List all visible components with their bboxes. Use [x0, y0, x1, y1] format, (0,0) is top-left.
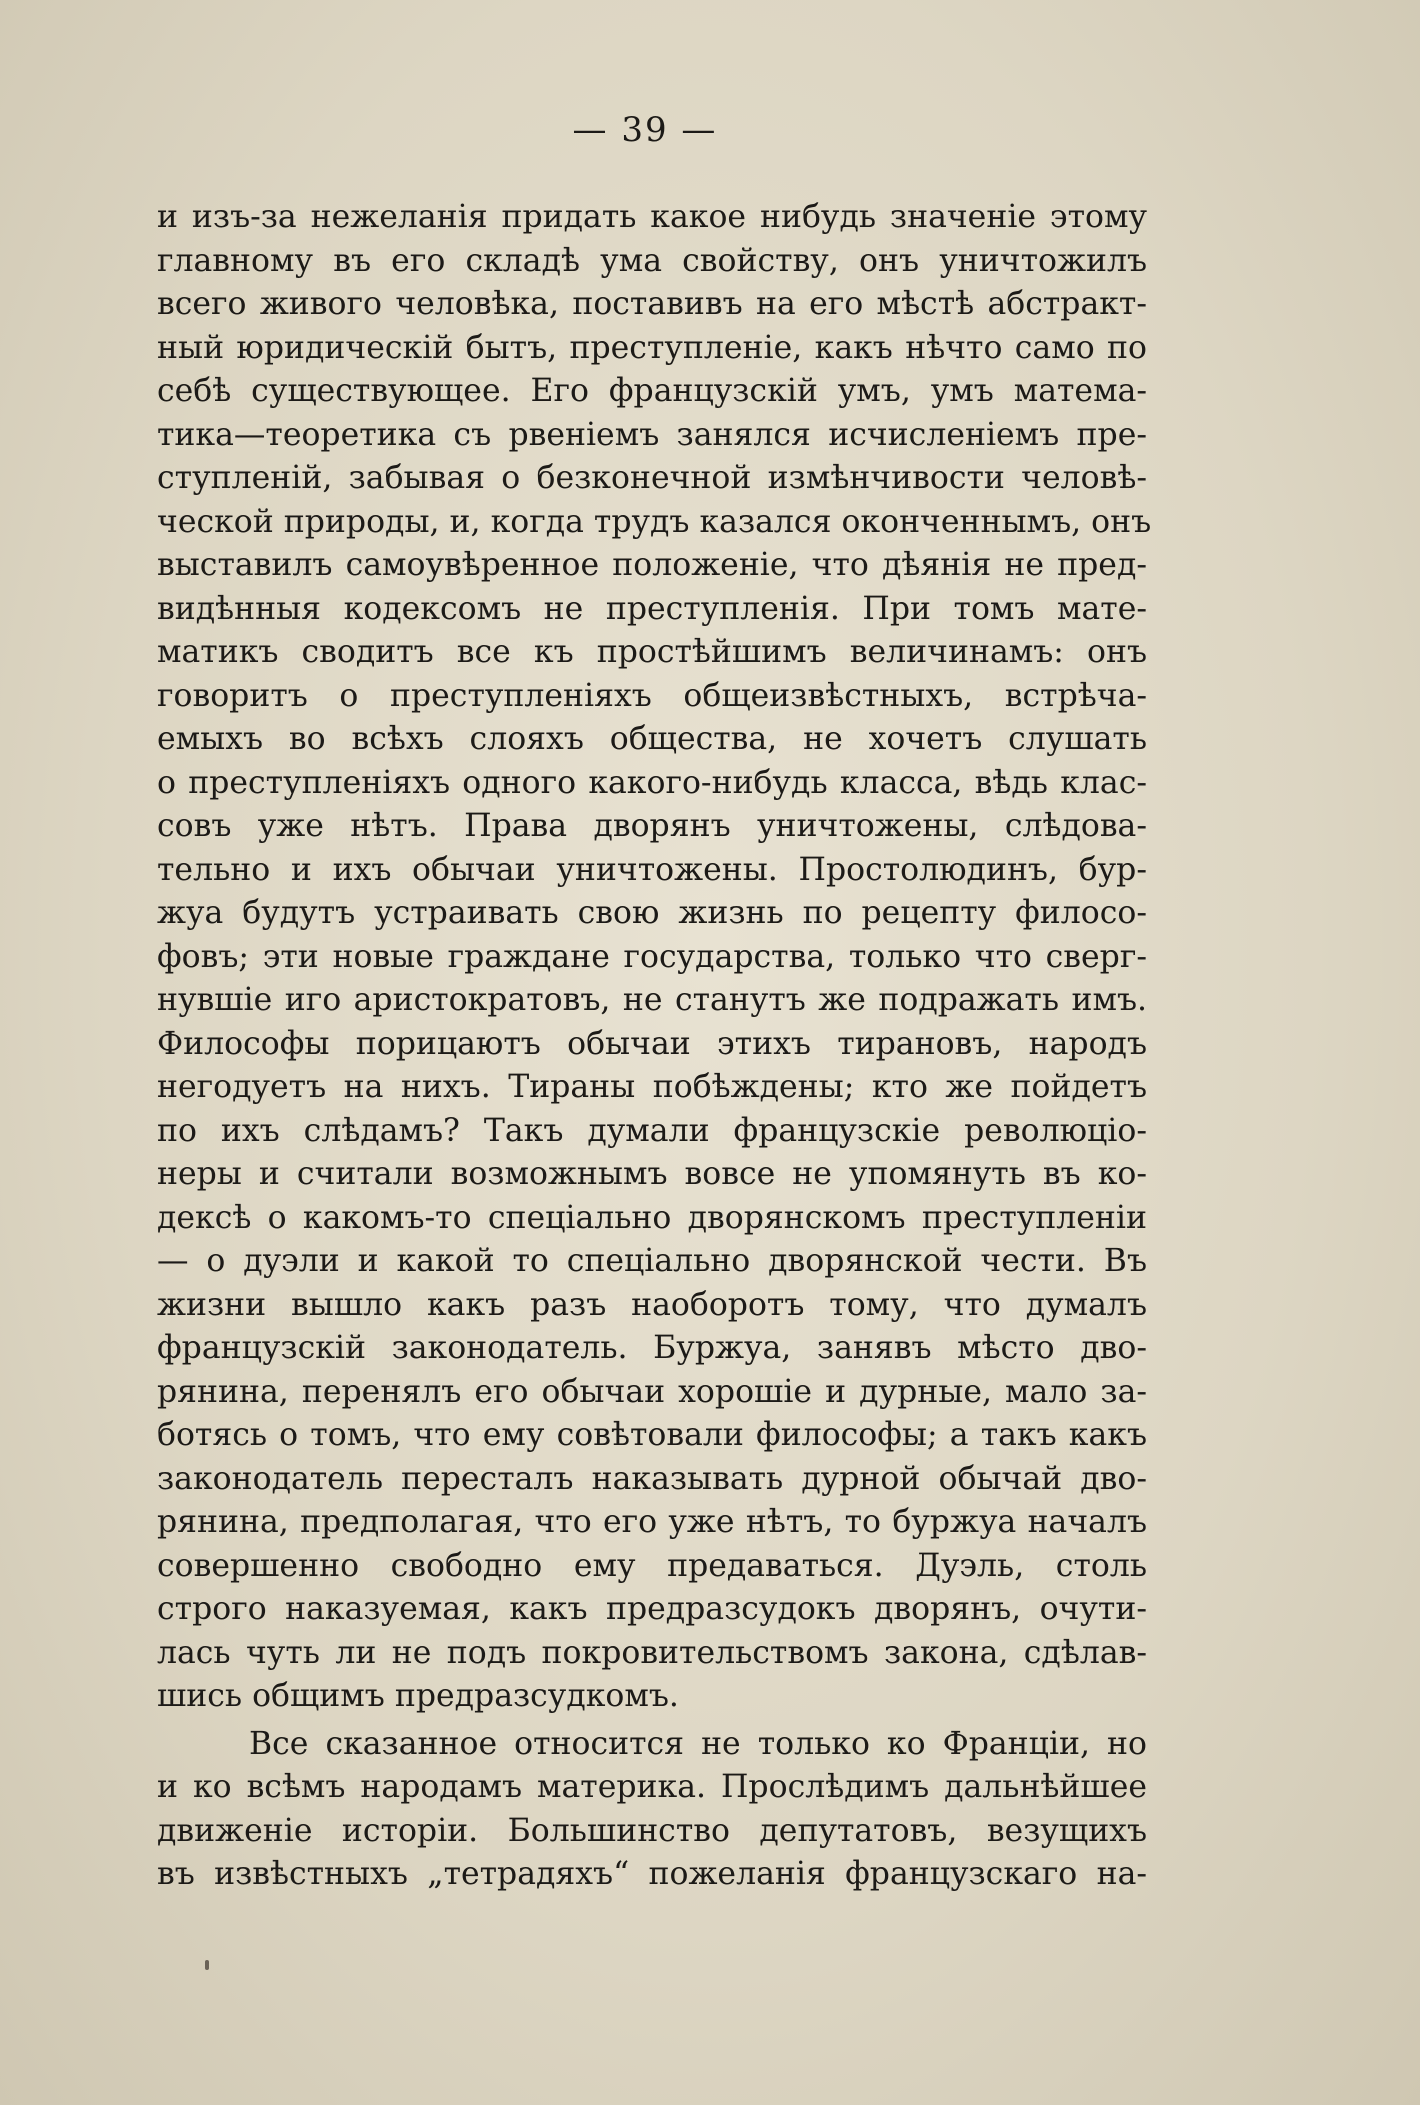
text-line: тельно и ихъ обычаи уничтожены. Простолюдинъ, бур-: [157, 851, 1147, 888]
paper-speck: [205, 1960, 209, 1970]
text-line: — о дуэли и какой то спеціально дворянской чести. Въ: [157, 1243, 1147, 1279]
paragraph-2: [157, 1723, 1147, 1897]
text-line: о преступленіяхъ одного какого-нибудь класса, вѣдь клас-: [157, 764, 1147, 801]
text-line: всего живого человѣка, поставивъ на его мѣстѣ абстракт-: [157, 286, 1147, 322]
text-line: въ извѣстныхъ „тетрадяхъ“ пожеланія французскаго на-: [157, 1856, 1147, 1892]
text-line: французскій законодатель. Буржуа, занявъ мѣсто дво-: [157, 1330, 1147, 1366]
text-line: ческой природы, и, когда трудъ казался оконченнымъ, онъ: [157, 503, 1152, 540]
text-line: по ихъ слѣдамъ? Такъ думали французскіе революціо-: [157, 1112, 1147, 1149]
text-line: емыхъ во всѣхъ слояхъ общества, не хочетъ слушать: [157, 721, 1147, 757]
text-line: тика—теоретика съ рвеніемъ занялся исчисленіемъ пре-: [157, 416, 1147, 453]
text-line: совъ уже нѣтъ. Права дворянъ уничтожены, слѣдова-: [157, 808, 1147, 844]
text-line: нувшіе иго аристократовъ, не станутъ же подражать имъ.: [157, 982, 1147, 1018]
text-line: жизни вышло какъ разъ наоборотъ тому, что думалъ: [157, 1286, 1147, 1323]
text-line: законодатель пересталъ наказывать дурной обычай дво-: [157, 1460, 1147, 1497]
text-line: строго наказуемая, какъ предразсудокъ дворянъ, очути-: [157, 1591, 1147, 1627]
text-line: совершенно свободно ему предаваться. Дуэль, столь: [157, 1547, 1147, 1584]
text-line: рянина, перенялъ его обычаи хорошіе и дурные, мало за-: [157, 1373, 1147, 1410]
text-line: фовъ; эти новые граждане государства, только что сверг-: [157, 938, 1147, 975]
text-line: говоритъ о преступленіяхъ общеизвѣстныхъ, встрѣча-: [157, 677, 1147, 714]
text-line: движеніе исторіи. Большинство депутатовъ, везущихъ: [157, 1812, 1147, 1849]
text-line: лась чуть ли не подъ покровительствомъ закона, сдѣлав-: [157, 1634, 1147, 1671]
paragraph-1: [157, 196, 1152, 1719]
text-line: рянина, предполагая, что его уже нѣтъ, то буржуа началъ: [157, 1504, 1147, 1540]
body-text: [157, 196, 1152, 1897]
text-line: себѣ существующее. Его французскій умъ, умъ матема-: [157, 373, 1147, 409]
text-line: дексѣ о какомъ-то спеціально дворянскомъ преступленіи: [157, 1199, 1147, 1236]
text-line: ступленій, забывая о безконечной измѣнчивости человѣ-: [157, 460, 1147, 496]
text-line: Философы порицаютъ обычаи этихъ тирановъ, народъ: [157, 1025, 1147, 1062]
text-line: и ко всѣмъ народамъ материка. Прослѣдимъ дальнѣйшее: [157, 1769, 1147, 1805]
page-number: — 39 —: [572, 110, 718, 150]
text-line: видѣнныя кодексомъ не преступленія. При томъ мате-: [157, 590, 1147, 627]
text-line: выставилъ самоувѣренное положеніе, что дѣянія не пред-: [157, 547, 1147, 583]
text-line: ботясь о томъ, что ему совѣтовали философы; а такъ какъ: [157, 1417, 1147, 1453]
text-line: негодуетъ на нихъ. Тираны побѣждены; кто же пойдетъ: [157, 1069, 1147, 1105]
text-line: и изъ-за нежеланія придать какое нибудь значеніе этому: [157, 199, 1147, 235]
text-line: Все сказанное относится не только ко Франціи, но: [249, 1725, 1147, 1762]
text-line: шись общимъ предразсудкомъ.: [157, 1678, 679, 1714]
text-line: жуа будутъ устраивать свою жизнь по рецепту филосо-: [157, 895, 1147, 931]
text-line: матикъ сводитъ все къ простѣйшимъ величинамъ: онъ: [157, 634, 1147, 670]
text-line: ный юридическій бытъ, преступленіе, какъ нѣчто само по: [157, 329, 1147, 366]
text-line: неры и считали возможнымъ вовсе не упомянуть въ ко-: [157, 1156, 1147, 1192]
text-line: главному въ его складѣ ума свойству, онъ уничтожилъ: [157, 242, 1147, 279]
